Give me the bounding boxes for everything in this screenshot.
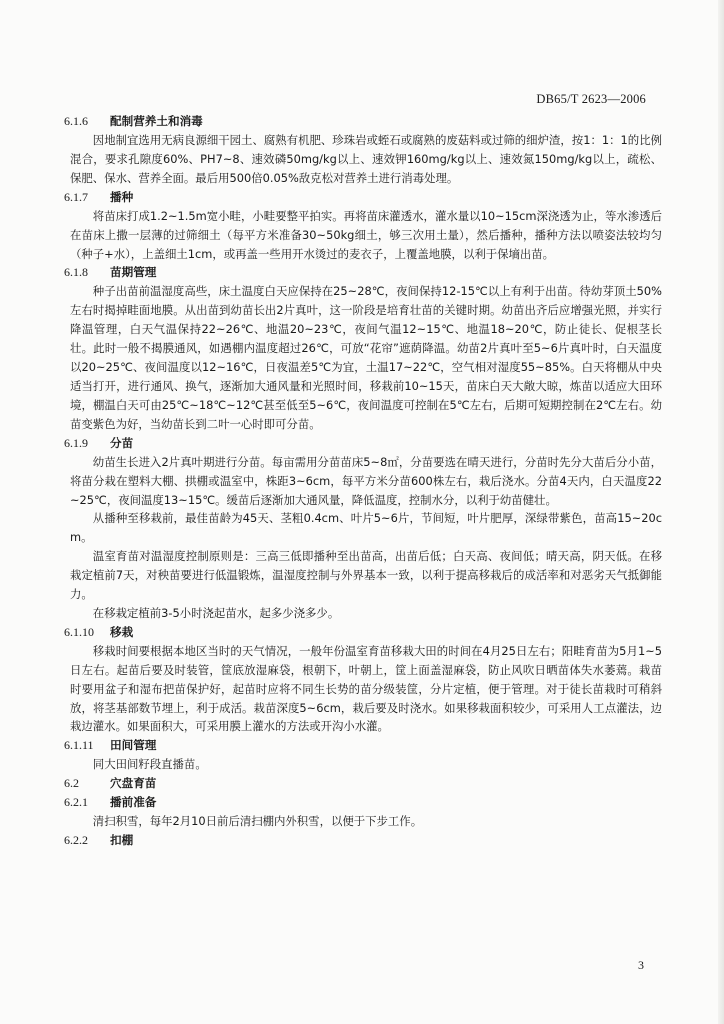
section-number: 6.2.1 (64, 795, 88, 810)
body-paragraph: 从播种至移栽前，最佳苗龄为45天、茎粗0.4cm、叶片5~6片，节间短，叶片肥厚，深绿带紫色，苗高15~20cm。 (70, 511, 662, 545)
body-paragraph: 移栽时间要根据本地区当时的天气情况，一般年份温室育苗移栽大田的时间在4月25日左右；阳畦育苗为5月1~5日左右。起苗后要及时装管，筐底放湿麻袋，根朝下，叶朝上，筐上面盖湿麻袋，防止风吹日晒苗体失水萎蔫。栽苗时要用盆子和湿布把苗保护好，起苗时应将不同生长势的苗分级装筐，分片定植，便于管理。对于徒长苗栽时可稍斜放，将茎基部数节埋上，利于成活。栽苗深度5~6cm，栽后要及时浇水。如果移栽面积较少，可采用人工点灌法，边栽边灌水。如果面积大，可采用膜上灌水的方法或开沟小水灌。 (70, 643, 662, 734)
section-heading (64, 188, 662, 207)
page-number: 3 (638, 958, 644, 972)
section-title: 田间管理 (110, 738, 157, 753)
section-title: 穴盘育苗 (110, 776, 157, 791)
section-number: 6.2.2 (64, 833, 88, 848)
section-heading (64, 774, 662, 793)
body-paragraph: 温室育苗对温湿度控制原则是：三高三低即播种至出苗高，出苗后低；白天高、夜间低；晴天高，阴天低。在移栽定植前7天，对秧苗要进行低温锻炼，温湿度控制与外界基本一致，以利于提高移栽后的成活率和对恶劣天气抵御能力。 (70, 549, 662, 602)
section-number: 6.1.8 (64, 265, 88, 280)
section-heading (64, 736, 662, 755)
scan-edge-shadow (718, 0, 724, 1024)
section-heading (64, 623, 662, 642)
body-paragraph: 幼苗生长进入2片真叶期进行分苗。每亩需用分苗苗床5~8㎡，分苗要选在晴天进行，分苗时先分大苗后分小苗，将苗分栽在塑料大棚、拱棚或温室中，株距3~6cm，每平方米分苗600株左右，栽后浇水。分苗4天内，白天温度22~25℃，夜间温度13~15℃。缓苗后逐渐加大通风量，降低温度，控制水分，以利于幼苗健壮。 (70, 454, 662, 507)
section-title: 扣棚 (110, 833, 134, 848)
body-paragraph: 同大田间籽段直播苗。 (92, 757, 207, 772)
body-paragraph: 因地制宜选用无病良源细干园土、腐熟有机肥、珍珠岩或蛭石或腐熟的废菇料或过筛的细炉渣，按1：1：1的比例混合，要求孔隙度60%、PH7~8、速效磷50mg/kg以上、速效钾160mg/kg以上、速效氮150mg/kg以上，疏松、保肥、保水、营养全面。最后用500倍0.05%敌克松对营养土进行消毒处理。 (70, 133, 662, 185)
section-number: 6.1.11 (64, 738, 94, 753)
section-title: 移栽 (110, 624, 134, 639)
section-title: 播前准备 (110, 795, 157, 810)
section-heading (64, 263, 662, 282)
section-title: 苗期管理 (110, 265, 157, 280)
section-number: 6.2 (64, 776, 79, 791)
section-heading (64, 434, 662, 453)
section-number: 6.1.10 (64, 624, 94, 639)
standard-code: DB65/T 2623—2006 (536, 92, 646, 106)
body-paragraph: 种子出苗前温湿度高些，床土温度白天应保持在25~28℃，夜间保持12-15℃以上有利于出苗。待幼芽顶土50%左右时揭掉畦面地膜。从出苗到幼苗长出2片真叶，这一阶段是培育壮苗的关键时期。幼苗出齐后应增强光照，并实行降温管理，白天气温保持22~26℃、地温20~23℃，夜间气温12~15℃、地温18~20℃，防止徒长、促根茎长壮。此时一般不揭膜通风，如遇棚内温度超过26℃，可放“花帘”遮荫降温。幼苗2片真叶至5~6片真叶时，白天温度以20~25℃、夜间温度以12~16℃，日夜温差5℃为宜，土温17~22℃，空气相对湿度55~85%。白天将棚从中央适当打开，进行通风、换气，逐渐加大通风量和光照时间，移栽前10~15天，苗床白天大敞大晾，炼苗以适应大田环境，棚温白天可由25℃~18℃~12℃甚至低至5~6℃，夜间温度可控制在5℃左右，后期可短期控制在2℃左右。幼苗变紫色为好，当幼苗长到二叶一心时即可分苗。 (70, 284, 662, 431)
body-paragraph: 清扫积雪，每年2月10日前后清扫棚内外积雪，以便于下步工作。 (92, 814, 423, 829)
body-paragraph: 在移栽定植前3-5小时浇起苗水，起多少浇多少。 (92, 605, 340, 620)
document-body (64, 112, 662, 850)
section-title: 播种 (110, 189, 134, 204)
section-number: 6.1.7 (64, 189, 88, 204)
section-number: 6.1.9 (64, 435, 88, 450)
section-heading (64, 793, 662, 812)
section-title: 配制营养土和消毒 (110, 114, 203, 128)
section-number: 6.1.6 (64, 114, 88, 128)
section-heading (64, 831, 662, 850)
section-title: 分苗 (110, 435, 134, 450)
section-heading (64, 112, 662, 131)
body-paragraph: 将苗床打成1.2~1.5m宽小畦，小畦要整平拍实。再将苗床灌透水，灌水量以10~15cm深浇透为止，等水渗透后在苗床上撒一层薄的过筛细土（每平方米准备30~50kg细土，够三次用土量），然后播种，播种方法以喷姿法较均匀（种子+水），上盖细土1cm，或再盖一些用开水烫过的麦衣子，上覆盖地膜，以利于保墒出苗。 (70, 208, 662, 261)
